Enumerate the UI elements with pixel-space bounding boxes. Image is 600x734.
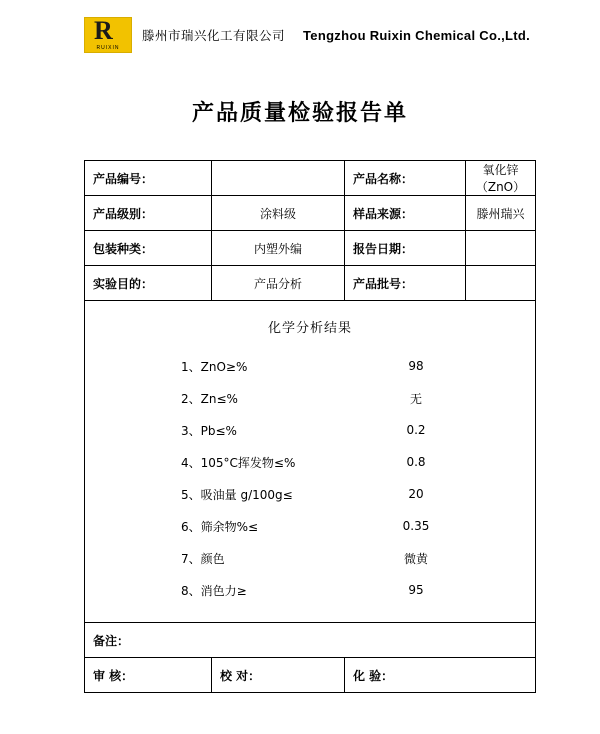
package-type-value: 内塑外编 [212, 231, 345, 266]
chem-item-value: 0.2 [406, 423, 426, 437]
product-code-label: 产品编号： [85, 161, 212, 196]
signature-row [85, 658, 536, 693]
list-item [85, 542, 535, 574]
chem-item-name: 3、Pb≤% [181, 423, 237, 438]
table-row [85, 266, 536, 301]
list-item [85, 478, 535, 510]
report-date-value [466, 231, 536, 266]
table-row [85, 161, 536, 196]
company-logo-icon [84, 17, 132, 53]
chemical-analysis-row [85, 301, 536, 623]
test-purpose-value: 产品分析 [212, 266, 345, 301]
list-item [85, 510, 535, 542]
test-purpose-label: 实验目的： [85, 266, 212, 301]
list-item [85, 446, 535, 478]
chem-item-name: 6、筛余物%≤ [181, 519, 259, 534]
report-table [84, 160, 536, 693]
audit-label: 审 核： [85, 658, 212, 693]
chem-item-value: 20 [408, 487, 424, 501]
list-item [85, 350, 535, 382]
product-name-label: 产品名称： [345, 161, 466, 196]
chem-item-name: 2、Zn≤% [181, 391, 238, 406]
remark-label: 备注： [85, 623, 536, 658]
logo-subtext: RUIXIN [96, 45, 120, 51]
report-date-label: 报告日期： [345, 231, 466, 266]
chem-item-value: 无 [409, 391, 422, 406]
check-label: 校 对： [212, 658, 345, 693]
chem-item-name: 5、吸油量 g/100g≤ [181, 487, 293, 502]
batch-number-label: 产品批号： [345, 266, 466, 301]
product-grade-label: 产品级别： [85, 196, 212, 231]
chem-item-name: 4、105°C挥发物≤% [181, 455, 296, 470]
report-table-wrapper [84, 160, 536, 693]
page-title: 产品质量检验报告单 [191, 101, 408, 126]
package-type-label: 包装种类： [85, 231, 212, 266]
chem-item-value: 微黄 [403, 551, 428, 566]
table-row [85, 231, 536, 266]
product-code-value [212, 161, 345, 196]
company-name-en: Tengzhou Ruixin Chemical Co.,Ltd. [303, 27, 531, 43]
product-grade-value: 涂料级 [212, 196, 345, 231]
document-header [0, 0, 600, 52]
chem-item-name: 1、ZnO≥% [181, 359, 248, 374]
list-item [85, 382, 535, 414]
chem-item-value: 98 [408, 359, 424, 373]
chemical-analysis-list [85, 350, 535, 622]
chemical-analysis-title: 化学分析结果 [267, 321, 352, 336]
chem-item-name: 8、消色力≥ [181, 583, 247, 598]
list-item [85, 414, 535, 446]
company-name-cn: 滕州市瑞兴化工有限公司 [142, 28, 286, 43]
table-row [85, 196, 536, 231]
chemical-analysis-cell [85, 301, 536, 623]
chem-item-value: 95 [408, 583, 424, 597]
logo-letter: R [94, 17, 113, 45]
chem-item-value: 0.35 [402, 519, 430, 533]
test-label: 化 验： [345, 658, 536, 693]
sample-source-value: 滕州瑞兴 [466, 196, 536, 231]
product-name-value: 氧化锌（ZnO） [466, 161, 536, 196]
chem-item-value: 0.8 [406, 455, 426, 469]
remark-row [85, 623, 536, 658]
chem-item-name: 7、颜色 [181, 551, 225, 566]
batch-number-value [466, 266, 536, 301]
sample-source-label: 样品来源： [345, 196, 466, 231]
list-item [85, 574, 535, 606]
